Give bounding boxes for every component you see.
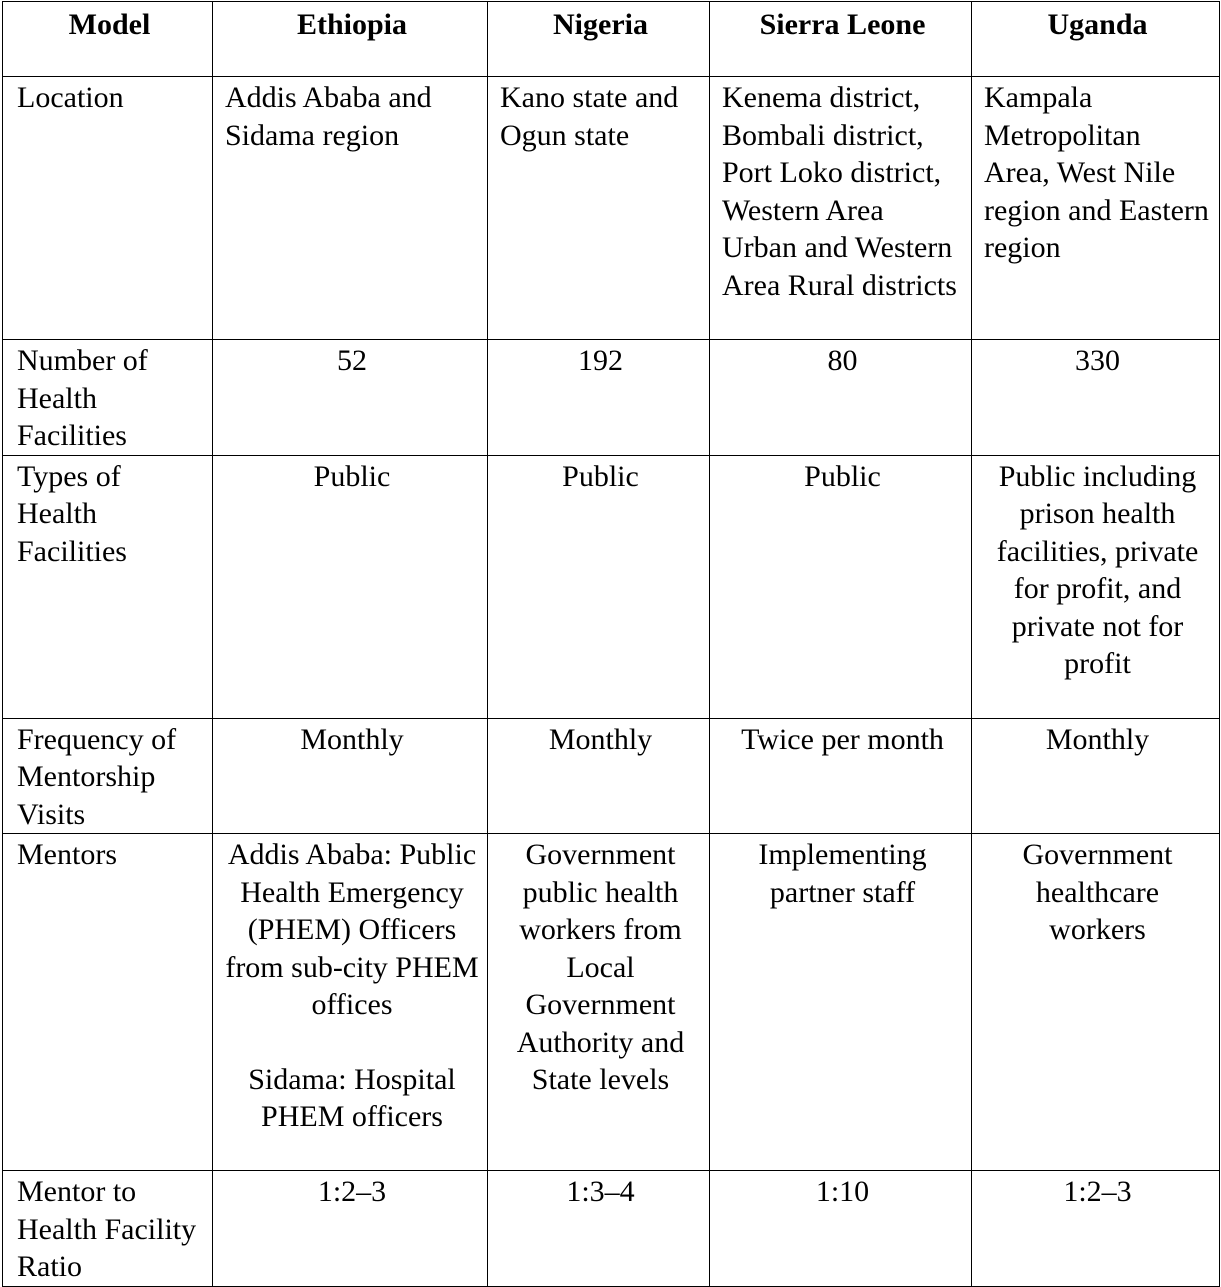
paragraph-gap (225, 1024, 479, 1061)
row-mentor-ratio (3, 1171, 1220, 1287)
ethiopia-mentors-sidama: Sidama: Hospital PHEM officers (248, 1062, 456, 1133)
ethiopia-mentors-addis: Addis Ababa: Public Health Emergency (PHEM) Officers from sub-city PHEM offices (225, 838, 479, 1021)
cell-sierra-leone: Kenema district, Bombali district, Port Loko district, Western Area Urban and Western Area Rural districts (710, 77, 972, 340)
cell-ethiopia: Public (213, 455, 488, 718)
header-uganda: Uganda (972, 2, 1220, 77)
cell-ethiopia: Monthly (213, 718, 488, 834)
cell-sierra-leone: Implementing partner staff (710, 834, 972, 1171)
cell-sierra-leone: 1:10 (710, 1171, 972, 1287)
cell-uganda: Monthly (972, 718, 1220, 834)
cell-nigeria: 1:3–4 (488, 1171, 710, 1287)
comparison-table (2, 1, 1220, 1287)
row-label: Frequency of Mentorship Visits (3, 718, 213, 834)
cell-nigeria: 192 (488, 340, 710, 456)
row-number-of-facilities (3, 340, 1220, 456)
cell-nigeria: Kano state and Ogun state (488, 77, 710, 340)
cell-uganda: Kampala Metropolitan Area, West Nile region and Eastern region (972, 77, 1220, 340)
header-nigeria: Nigeria (488, 2, 710, 77)
row-mentors (3, 834, 1220, 1171)
cell-ethiopia (213, 834, 488, 1171)
cell-nigeria: Monthly (488, 718, 710, 834)
cell-sierra-leone: Twice per month (710, 718, 972, 834)
cell-uganda: 330 (972, 340, 1220, 456)
cell-ethiopia: Addis Ababa and Sidama region (213, 77, 488, 340)
cell-nigeria: Government public health workers from Local Government Authority and State levels (488, 834, 710, 1171)
cell-sierra-leone: 80 (710, 340, 972, 456)
row-label: Mentor to Health Facility Ratio (3, 1171, 213, 1287)
header-model: Model (3, 2, 213, 77)
row-location (3, 77, 1220, 340)
header-row (3, 2, 1220, 77)
cell-sierra-leone: Public (710, 455, 972, 718)
row-frequency (3, 718, 1220, 834)
row-types-of-facilities (3, 455, 1220, 718)
row-label: Number of Health Facilities (3, 340, 213, 456)
cell-ethiopia: 1:2–3 (213, 1171, 488, 1287)
cell-nigeria: Public (488, 455, 710, 718)
cell-ethiopia: 52 (213, 340, 488, 456)
row-label: Mentors (3, 834, 213, 1171)
row-label: Types of Health Facilities (3, 455, 213, 718)
header-ethiopia: Ethiopia (213, 2, 488, 77)
row-label: Location (3, 77, 213, 340)
cell-uganda: Public including prison health facilities, private for profit, and private not for profit (972, 455, 1220, 718)
cell-uganda: Government healthcare workers (972, 834, 1220, 1171)
cell-uganda: 1:2–3 (972, 1171, 1220, 1287)
header-sierra-leone: Sierra Leone (710, 2, 972, 77)
